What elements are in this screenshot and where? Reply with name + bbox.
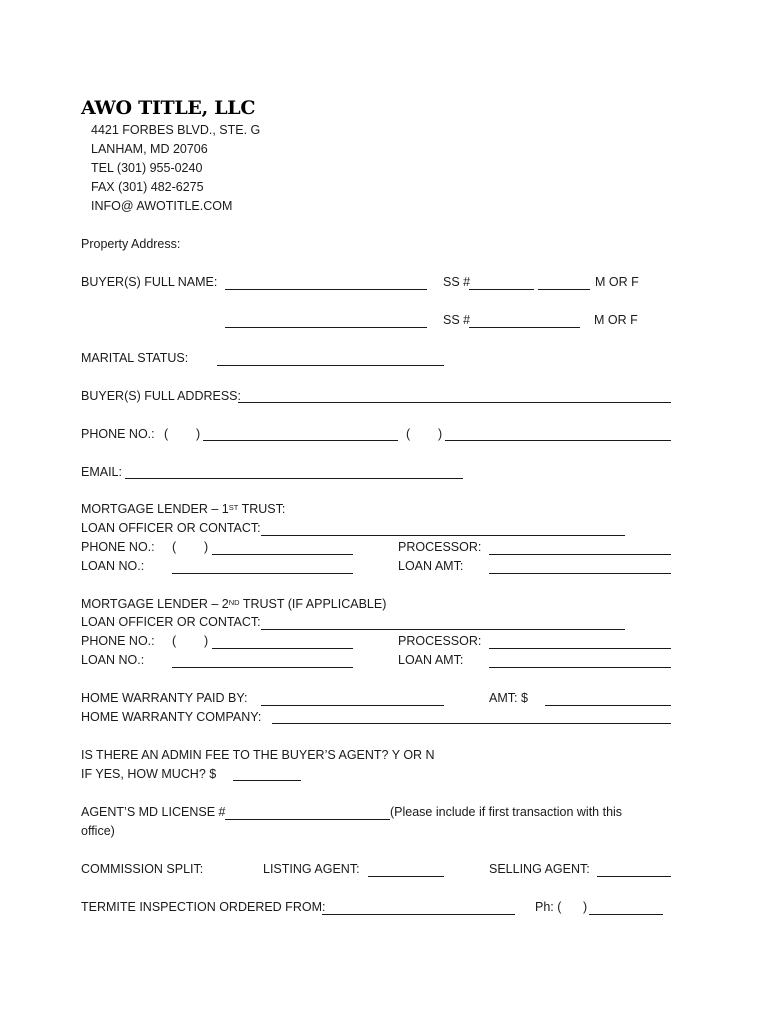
lender1-paren-close: ) (204, 540, 209, 554)
lender2-paren-open: ( (172, 634, 177, 648)
ss-label-1: SS # (443, 275, 471, 289)
phone-field-2[interactable] (445, 440, 671, 441)
phone-label: PHONE NO.: (81, 427, 155, 441)
phone-paren-close-2: ) (438, 427, 443, 441)
selling-agent-field[interactable] (597, 876, 671, 877)
warranty-paid-by-field[interactable] (261, 705, 444, 706)
lender1-prefix: MORTGAGE LENDER – 1 (81, 502, 229, 516)
ss-label-2: SS # (443, 313, 471, 327)
lender2-phone-field[interactable] (212, 648, 353, 649)
warranty-amt-field[interactable] (545, 705, 671, 706)
warranty-amt-label: AMT: $ (489, 691, 528, 705)
lender2-phone-label: PHONE NO.: (81, 634, 155, 648)
marital-status-label: MARITAL STATUS: (81, 351, 189, 365)
commission-split-label: COMMISSION SPLIT: (81, 862, 204, 876)
phone-paren-open-2: ( (406, 427, 411, 441)
listing-agent-field[interactable] (368, 876, 444, 877)
ss-field-1b[interactable] (538, 289, 590, 290)
loan-officer-label-2: LOAN OFFICER OR CONTACT: (81, 615, 261, 629)
loan-no-label-1: LOAN NO.: (81, 559, 145, 573)
property-address-label: Property Address: (81, 237, 181, 251)
lender1-suffix: TRUST: (238, 502, 286, 516)
loan-amt-label-2: LOAN AMT: (398, 653, 464, 667)
lender1-paren-open: ( (172, 540, 177, 554)
admin-fee-amount-label: IF YES, HOW MUCH? $ (81, 767, 217, 781)
termite-phone-label: Ph: ( (535, 900, 562, 914)
license-label: AGENT’S MD LICENSE # (81, 805, 226, 819)
lender1-phone-label: PHONE NO.: (81, 540, 155, 554)
lender1-phone-field[interactable] (212, 554, 353, 555)
phone-paren-open-1: ( (164, 427, 169, 441)
lender2-paren-close: ) (204, 634, 209, 648)
gender-2[interactable]: M OR F (594, 313, 638, 327)
address-line2: LANHAM, MD 20706 (91, 142, 208, 156)
termite-field[interactable] (322, 914, 515, 915)
email-field[interactable] (125, 478, 463, 479)
admin-fee-question: IS THERE AN ADMIN FEE TO THE BUYER’S AGENT? Y OR N (81, 748, 435, 762)
loan-no-field-1[interactable] (172, 573, 353, 574)
lender1-sup: ST (228, 503, 239, 512)
loan-officer-field-2[interactable] (261, 629, 625, 630)
warranty-company-field[interactable] (272, 723, 671, 724)
loan-amt-label-1: LOAN AMT: (398, 559, 464, 573)
termite-phone-paren-close: ) (583, 900, 588, 914)
license-field[interactable] (225, 819, 390, 820)
buyer-address-label: BUYER(S) FULL ADDRESS: (81, 389, 241, 403)
loan-amt-field-2[interactable] (489, 667, 671, 668)
email-label: EMAIL: (81, 465, 122, 479)
email-line: INFO@ AWOTITLE.COM (91, 199, 233, 213)
license-note: (Please include if first transaction with this (390, 805, 623, 819)
gender-1[interactable]: M OR F (595, 275, 639, 289)
lender2-prefix: MORTGAGE LENDER – 2 (81, 597, 229, 611)
phone-paren-close-1: ) (196, 427, 201, 441)
loan-officer-field-1[interactable] (261, 535, 625, 536)
license-note-cont: office) (81, 824, 115, 838)
lender2-sup: ND (228, 598, 240, 607)
selling-agent-label: SELLING AGENT: (489, 862, 590, 876)
buyer-name-field-2[interactable] (225, 327, 427, 328)
processor-field-2[interactable] (489, 648, 671, 649)
buyer-name-label: BUYER(S) FULL NAME: (81, 275, 218, 289)
loan-no-label-2: LOAN NO.: (81, 653, 145, 667)
address-line1: 4421 FORBES BLVD., STE. G (91, 123, 261, 137)
listing-agent-label: LISTING AGENT: (263, 862, 360, 876)
company-logo: AWO TITLE, LLC (81, 97, 256, 119)
tel-line: TEL (301) 955-0240 (91, 161, 203, 175)
loan-officer-label-1: LOAN OFFICER OR CONTACT: (81, 521, 261, 535)
termite-label: TERMITE INSPECTION ORDERED FROM: (81, 900, 326, 914)
admin-fee-amount-field[interactable] (233, 780, 301, 781)
lender2-heading (81, 597, 386, 612)
phone-field-1[interactable] (203, 440, 398, 441)
fax-line: FAX (301) 482-6275 (91, 180, 204, 194)
termite-phone-field[interactable] (589, 914, 663, 915)
processor-label-2: PROCESSOR: (398, 634, 482, 648)
processor-label-1: PROCESSOR: (398, 540, 482, 554)
warranty-paid-by-label: HOME WARRANTY PAID BY: (81, 691, 248, 705)
loan-no-field-2[interactable] (172, 667, 353, 668)
ss-field-1a[interactable] (469, 289, 534, 290)
marital-status-field[interactable] (217, 365, 444, 366)
buyer-address-field[interactable] (238, 402, 671, 403)
lender2-suffix: TRUST (IF APPLICABLE) (239, 597, 387, 611)
loan-amt-field-1[interactable] (489, 573, 671, 574)
warranty-company-label: HOME WARRANTY COMPANY: (81, 710, 262, 724)
lender1-heading (81, 502, 285, 517)
ss-field-2[interactable] (469, 327, 580, 328)
buyer-name-field-1[interactable] (225, 289, 427, 290)
processor-field-1[interactable] (489, 554, 671, 555)
